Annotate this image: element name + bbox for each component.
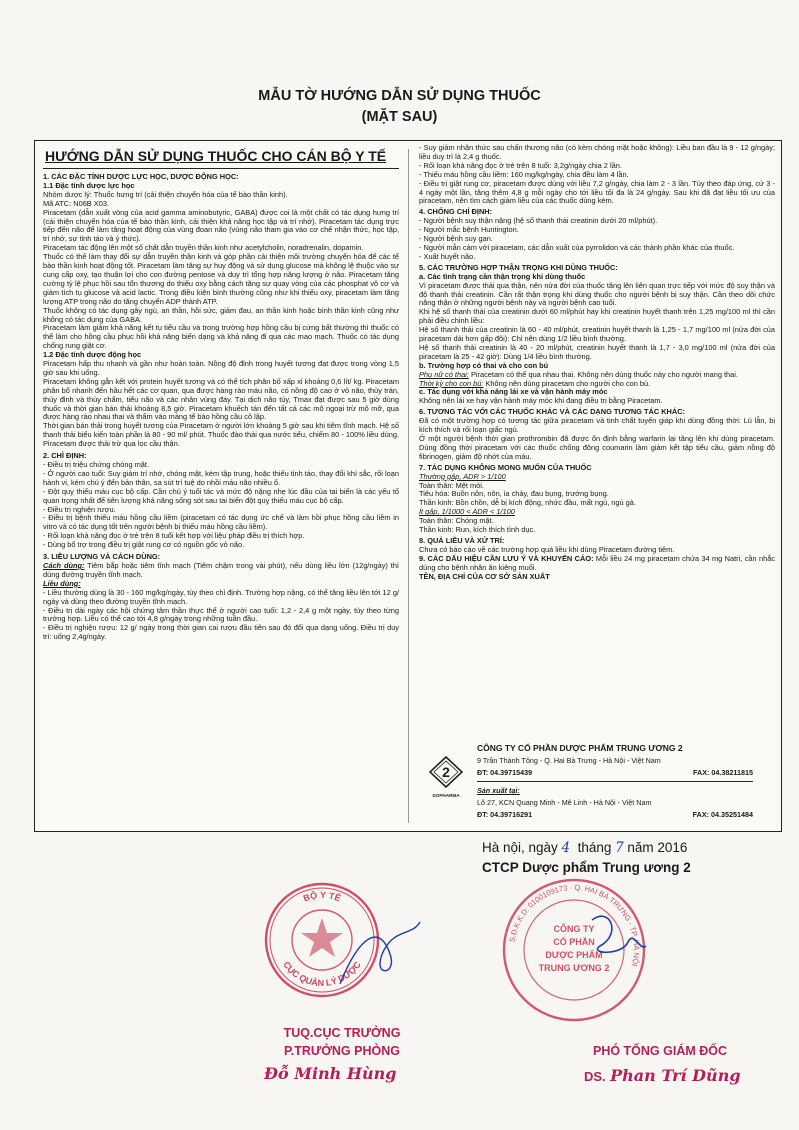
- list-item: - Ở người cao tuổi: Suy giảm trí nhớ, chóng mặt, kém tập trung, hoặc thiếu tỉnh táo, thay đổi khí sắc, rối loạn hành vi, kém chú ý đến bản thân, sa sút trí tuệ do nhồi máu não nhiều ổ.: [43, 468, 399, 487]
- paragraph: Piracetam không gắn kết với protein huyết tương và có thể tích phân bố xấp xỉ khoảng 0,6 lít/ kg. Piracetam phân bố nhanh đến hầu hết các cơ quan, qua được hàng rào máu não, có nồng độ cao ở vỏ não, thùy trán, thùy đỉnh và thùy chẩm, tiểu não và các nhân vùng đáy. Tại dịch não tủy, Tmax đạt được sau 5 giờ dùng thuốc và thời gian bán thải khoảng 8,5 giờ. Piracetam khuếch tán đến tất cả các mô ngoại trừ mô mỡ, qua được hàng rào nhau thai và thẩm vào màng tế bào hồng cầu cô lập.: [43, 376, 399, 422]
- left-column-text: [43, 173, 399, 642]
- date-month: 7: [615, 840, 624, 856]
- stamp-right-ring: S.Đ.K.K.D: 0100109173 · Q. HAI BÀ TRƯNG - TP. HÀ NỘI: [507, 882, 642, 968]
- right-column-text: [419, 144, 775, 582]
- paragraph: Chưa có báo cáo về các trường hợp quá liều khi dùng Piracetam đường tiêm.: [419, 544, 675, 554]
- list-item: - Liều thường dùng là 30 - 160 mg/kg/ngày, tùy theo chỉ định. Trường hợp nặng, có thể tăng liều lên tới 12 g/ ngày và dùng theo đường truyền tĩnh mạch.: [43, 587, 399, 606]
- list-item: - Điều trị bệnh thiếu máu hồng cầu liềm (piracetam có tác dụng ức chế và làm hồi phục hồng cầu liềm in vitro và có tác dụng tốt trên người bệnh bị thiếu máu hồng cầu liềm).: [43, 513, 399, 532]
- frequency-common: Thường gặp, ADR > 1/100: [419, 471, 506, 481]
- leaflet-frame: [34, 140, 782, 832]
- list-item: - Rối loạn khả năng đọc ở trẻ trên 8 tuổi kết hợp với liệu pháp điều trị thích hợp.: [43, 531, 305, 541]
- list-item: - Thiếu máu hồng cầu liềm: 160 mg/kg/ngày, chia đều làm 4 lần.: [419, 169, 629, 179]
- paragraph: Thuốc có thể làm thay đổi sự dẫn truyền thần kinh và góp phần cải thiện môi trường chuyển hóa để các tế bào thần kinh hoạt động tốt. Piracetam làm tăng sự huy động và sử dụng glucose mà không lệ thuộc vào sự cung cấp oxy, tạo thuận lợi cho con đường pentose và duy trì tổng hợp năng lượng ở não. Piracetam tăng cường tỷ lệ phục hồi sau tổn thương do thiếu oxy bằng cách tăng sự quay vòng của các phosphat vô cơ và giảm tích tụ glucose và acid lactic. Trong điều kiện bình thường cũng như khi thiếu oxy, piracetam làm tăng lượng ATP trong não do tăng chuyển ADP thành ATP.: [43, 252, 399, 306]
- paragraph: Piracetam hấp thu nhanh và gần như hoàn toàn. Nồng độ đỉnh trong huyết tương đạt được trong vòng 1,5 giờ sau khi uống.: [43, 359, 399, 377]
- section-6-title: 6. TƯƠNG TÁC VỚI CÁC THUỐC KHÁC VÀ CÁC DẠNG TƯƠNG TÁC KHÁC:: [419, 407, 686, 417]
- list-item: - Người mẫn cảm với piracetam, các dẫn xuất của pyrrolidon và các thành phần khác của thuốc.: [419, 242, 735, 252]
- usage-text: Tiêm bắp hoặc tiêm tĩnh mạch (Tiêm chậm trong vài phút), nếu dùng liều lớn (12g/ngày) thì dùng đường truyền tĩnh mạch.: [43, 560, 399, 579]
- stamp-right-line2: CỔ PHẦN: [553, 937, 595, 947]
- section-5a-title: a. Các tình trạng cần thận trọng khi dùng thuốc: [419, 271, 586, 281]
- list-item: - Điều trị nghiện rượu.: [43, 504, 116, 514]
- section-8-title: 8. QUÁ LIỀU VÀ XỬ TRÍ:: [419, 535, 505, 545]
- date-month-label: tháng: [577, 840, 612, 855]
- section-1-title: 1. CÁC ĐẶC TÍNH DƯỢC LỰC HỌC, DƯỢC ĐỘNG HỌC:: [43, 172, 239, 181]
- paragraph: [419, 555, 775, 573]
- heading-rule: [43, 168, 399, 169]
- list-item: - Điều trị giật rung cơ, piracetam được dùng với liều 7,2 g/ngày, chia làm 2 - 3 lần. Tùy theo đáp ứng, cứ 3 - 4 ngày một lần, tăng thêm 4,8 g mỗi ngày cho tới liều tối đa là 24 g/ngày. Sau khi đã đạt liều tối ưu của piracetam, nên tìm cách giảm liều của các thuốc dùng kèm.: [419, 178, 775, 206]
- logo-caption: DOPHARMA: [432, 793, 460, 798]
- left-title-1: TUQ.CỤC TRƯỞNG: [283, 1026, 401, 1040]
- section-10-title: TÊN, ĐỊA CHỈ CỦA CƠ SỞ SẢN XUẤT: [419, 571, 550, 581]
- page-title: [0, 86, 799, 128]
- title-line-1: MẪU TỜ HƯỚNG DẪN SỬ DỤNG THUỐC: [258, 88, 541, 104]
- factory-phone: ĐT: 04.39716291: [477, 810, 533, 819]
- paragraph: Ở một người bệnh thời gian prothrombin đã được ổn định bằng warfarin lại tăng lên khi dùng piracetam. Dùng đồng thời piracetam với các thuốc chống đông coumarin làm giảm kết tập tiểu cầu, giảm nồng độ fibrinogen, giảm độ nhớt của máu.: [419, 434, 775, 461]
- pregnancy-label: Phụ nữ có thai:: [419, 369, 469, 379]
- company-stamp-icon: [500, 876, 648, 1024]
- list-item: - Điều trị triệu chứng chóng mặt.: [43, 460, 149, 469]
- paragraph: Piracetam làm giảm khả năng kết tụ tiểu cầu và trong trường hợp hồng cầu bị cứng bất thường thì thuốc có thể làm cho hồng cầu phục hồi khả năng biến dạng và khả năng đi qua các mao mạch. Thuốc có tác dụng chống rung giật cơ.: [43, 323, 399, 351]
- list-item: - Điều trị dài ngày các hội chứng tâm thần thực thể ở người cao tuổi: 1,2 - 2,4 g một ngày, tùy theo từng trường hợp. Liều có thể cao tới 4,8 g/ngày trong những tuần đầu.: [43, 605, 399, 624]
- paragraph: Hệ số thanh thải creatinin là 40 - 20 ml/phút, creatinin huyết thanh là 1,7 - 3,0 mg/100 ml (nửa đời của piracetam là 25 - 42 giờ): Dùng 1/4 liều bình thường.: [419, 342, 775, 361]
- company-fax: FAX: 04.38211815: [693, 768, 753, 777]
- stamp-right-line4: TRUNG ƯƠNG 2: [538, 963, 610, 973]
- paragraph: Piracetam (dẫn xuất vòng của acid gamma aminobutyric, GABA) được coi là một chất có tác dụng hưng trí (cải thiện chuyển hóa của tế bào thần kinh, cải thiện khả năng học tập và trí nhớ). Piracetam tác dụng trực tiếp đến não để làm tăng hoạt động của vùng đoan não (vùng não tham gia vào cơ chế nhận thức, học tập, trí nhớ, sự tỉnh táo và ý thức).: [43, 207, 399, 244]
- list-item: - Suy giảm nhận thức sau chấn thương não (có kèm chóng mặt hoặc không): Liều ban đầu là 9 - 12 g/ngày; liều duy trì là 2,4 g thuốc.: [419, 144, 775, 161]
- date-year: năm 2016: [627, 840, 688, 855]
- list-item: - Người mắc bệnh Huntington.: [419, 225, 519, 235]
- list-item: - Điều trị nghiện rượu: 12 g/ ngày trong thời gian cai rượu đầu tiên sau đó đổi qua dạng uống. Điều trị duy trì: uống 2,4g/ngày.: [43, 623, 399, 642]
- paragraph: Thời gian bán thải trong huyết tương của Piracetam ở người lớn khoảng 5 giờ sau khi tiêm tĩnh mạch. Hệ số thanh thải biểu kiến toàn phần là 80 - 90 ml/ phút. Thuốc đào thải qua nước tiểu, chiếm 80 - 100% liều dùng. Piracetam được thải trừ qua lọc cầu thận.: [43, 421, 399, 449]
- section-9-title: 9. CÁC DẤU HIỆU CẦN LƯU Ý VÀ KHUYẾN CÁO:: [419, 553, 594, 563]
- section-5b-title: b. Trường hợp có thai và cho con bú: [419, 360, 549, 370]
- section-4-title: 4. CHỐNG CHỈ ĐỊNH:: [419, 207, 493, 217]
- list-item: - Rối loạn khả năng đọc ở trẻ trên 8 tuổi: 3,2g/ngày chia 2 lần.: [419, 160, 622, 170]
- paragraph: Thuốc không có tác dụng gây ngủ, an thần, hồi sức, giảm đau, an thần kinh hoặc bình thần kinh cũng như không có tác dụng của GABA.: [43, 305, 399, 324]
- paragraph: Mã ATC: N06B X03.: [43, 198, 109, 208]
- factory-fax: FAX: 04.35251484: [692, 810, 753, 819]
- stamp-right-line1: CÔNG TY: [553, 924, 595, 934]
- lactation-label: Thời kỳ cho con bú:: [419, 378, 484, 388]
- paragraph: Thần kinh: Bồn chồn, dễ bị kích động, nhức đầu, mất ngủ, ngủ gà.: [419, 498, 636, 508]
- list-item: - Đột quỵ thiếu máu cục bộ cấp. Cần chú ý tuổi tác và mức độ nặng nhẹ lúc đầu của tai biến là các yếu tố quan trọng nhất để tiên lượng khả năng sống sót sau tai biến đột quỵ thiếu máu cục bộ cấp.: [43, 486, 399, 505]
- left-signatory-name: Đỗ Minh Hùng: [264, 1064, 397, 1083]
- section-1-2-title: 1.2 Đặc tính dược động học: [43, 350, 142, 360]
- section-5-title: 5. CÁC TRƯỜNG HỢP THẬN TRỌNG KHI DÙNG THUỐC:: [419, 262, 618, 272]
- company-address: 9 Trần Thánh Tông - Q. Hai Bà Trưng - Hà Nội - Việt Nam: [477, 756, 661, 765]
- left-signature-icon: [330, 914, 430, 994]
- signoff-company: CTCP Dược phẩm Trung ương 2: [482, 860, 691, 875]
- right-signatory: [584, 1066, 741, 1086]
- paragraph: Toàn thân: Mệt mỏi.: [419, 480, 484, 490]
- left-signatory-titles: [262, 1024, 422, 1060]
- company-divider: [477, 781, 753, 782]
- stamp-right-line3: DƯỢC PHẨM: [545, 950, 603, 960]
- section-5c-title: c. Tác dụng với khả năng lái xe và vận hành máy móc: [419, 387, 608, 397]
- list-item: - Dùng bổ trợ trong điều trị giật rung cơ có nguồn gốc vỏ não.: [43, 540, 245, 550]
- section-3-title: 3. LIỀU LƯỢNG VÀ CÁCH DÙNG:: [43, 552, 161, 562]
- svg-text:BỘ Y TẾ: [302, 889, 342, 903]
- paragraph: Không nên lái xe hay vận hành máy móc khi đang điều trị bằng Piracetam.: [419, 396, 663, 406]
- paragraph: Khi hệ số thanh thải của creatinin dưới 60 ml/phút hay khi creatinin huyết thanh trên 1,25 mg/100 ml thì cần phải điều chỉnh liều:: [419, 307, 775, 326]
- date-prefix: Hà nội, ngày: [482, 840, 558, 855]
- usage-label: Cách dùng:: [43, 560, 85, 570]
- dosage-label: Liều dùng:: [43, 578, 81, 588]
- stamp-left-top: BỘ Y TẾ: [301, 889, 343, 904]
- section-9-text: Mỗi liều 24 mg piracetam chứa 34 mg Natri, cần nhắc dùng cho bệnh nhân ăn kiêng muối.: [419, 553, 775, 572]
- logo-number: 2: [442, 764, 450, 780]
- paragraph: [43, 562, 399, 580]
- company-name: CÔNG TY CỔ PHẦN DƯỢC PHẨM TRUNG ƯƠNG 2: [477, 743, 683, 753]
- pregnancy-text: Piracetam có thể qua nhau thai. Không nên dùng thuốc này cho người mang thai.: [468, 369, 738, 379]
- right-signatory-title: PHÓ TỔNG GIÁM ĐỐC: [592, 1044, 728, 1058]
- factory-address: Lô 27, KCN Quang Minh - Mê Linh - Hà Nội - Việt Nam: [477, 798, 652, 807]
- right-signatory-name: Phan Trí Dũng: [610, 1066, 741, 1085]
- list-item: - Người bệnh suy gan.: [419, 234, 493, 244]
- paragraph: Toàn thân: Chóng mặt.: [419, 516, 494, 526]
- signoff-date: [482, 840, 687, 856]
- manufacturer-block: [419, 741, 775, 825]
- section-2-title: 2. CHỈ ĐỊNH:: [43, 451, 87, 461]
- paragraph: Tiêu hóa: Buồn nôn, nôn, ỉa chảy, đau bụng, trướng bụng.: [419, 489, 609, 499]
- lactation-text: Không nên dùng piracetam cho người cho con bú.: [483, 378, 651, 388]
- paragraph: Thần kinh: Run, kích thích tình dục.: [419, 525, 536, 535]
- section-7-title: 7. TÁC DỤNG KHÔNG MONG MUỐN CỦA THUỐC: [419, 462, 592, 472]
- company-logo-icon: [429, 755, 463, 803]
- company-phone: ĐT: 04.39715439: [477, 768, 533, 777]
- factory-label: Sản xuất tại:: [477, 786, 520, 795]
- list-item: - Xuất huyết não.: [419, 251, 476, 261]
- paragraph: Vì piracetam được thải qua thận, nên nửa đời của thuốc tăng lên liên quan trực tiếp với mức độ suy thận và độ thanh thải creatinin. Cần rất thận trọng khi dùng thuốc cho người bệnh bị suy thận. Cần theo dõi chức năng thận ở những người bệnh này và người bệnh cao tuổi.: [419, 280, 775, 308]
- section-1-1-title: 1.1 Đặc tính dược lực học: [43, 180, 135, 190]
- right-signatory-prefix: DS.: [584, 1069, 606, 1084]
- list-item: - Người bệnh suy thận nặng (hệ số thanh thải creatinin dưới 20 ml/phút).: [419, 216, 658, 226]
- paragraph: Đã có một trường hợp có tương tác giữa piracetam và tinh chất tuyến giáp khi dùng đồng thời: Lú lẫn, bị kích thích và rối loạn giấc ngủ.: [419, 416, 775, 435]
- paragraph: Hệ số thanh thải của creatinin là 60 - 40 ml/phút, creatinin huyết thanh là 1,25 - 1,7 mg/100 ml (nửa đời của piracetam dài hơn gấp đôi): Chỉ nên dùng 1/2 liều bình thường.: [419, 325, 775, 344]
- paragraph: Piracetam tác động lên một số chất dẫn truyền thần kinh như acetylcholin, noradrenalin, dopamin.: [43, 243, 364, 253]
- company-contacts: [477, 768, 753, 777]
- paragraph: Nhóm dược lý: Thuốc hưng trí (cải thiện chuyển hóa của tế bào thần kinh).: [43, 189, 288, 199]
- title-line-2: (MẶT SAU): [361, 109, 438, 125]
- date-day: 4: [561, 840, 571, 856]
- factory-contacts: [477, 810, 753, 819]
- right-column: [419, 144, 775, 828]
- left-title-2: P.TRƯỞNG PHÒNG: [284, 1044, 400, 1058]
- left-column: [43, 147, 399, 825]
- stamp-left-bottom: CỤC QUẢN LÝ DƯỢC: [281, 959, 363, 989]
- frequency-uncommon: Ít gặp, 1/1000 < ADR < 1/100: [419, 507, 515, 517]
- column-divider: [408, 149, 409, 823]
- document-heading: HƯỚNG DẪN SỬ DỤNG THUỐC CHO CÁN BỘ Y TẾ: [45, 148, 387, 164]
